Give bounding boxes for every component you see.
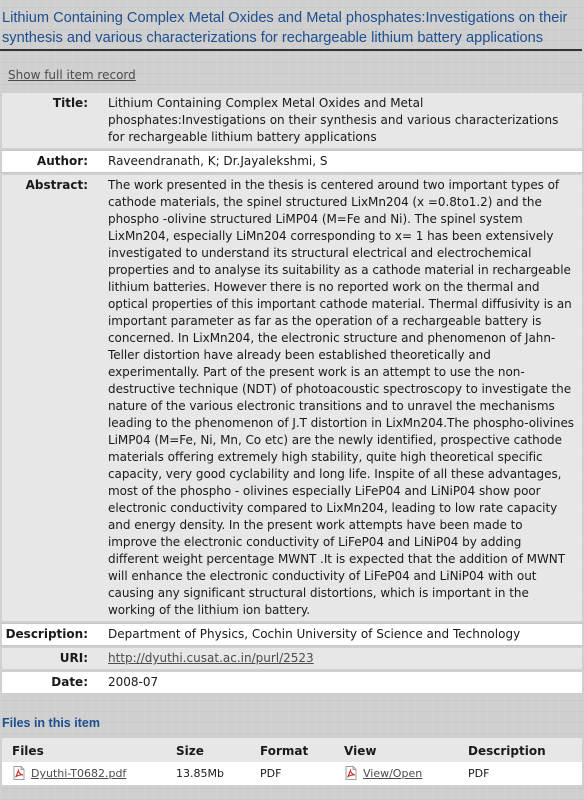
- files-col-size: Size: [166, 738, 250, 762]
- file-size: 13.85Mb: [166, 762, 250, 785]
- files-col-description: Description: [458, 738, 582, 762]
- metadata-row-uri: [2, 648, 582, 669]
- metadata-row-author: [2, 151, 582, 172]
- view-cell: [334, 762, 458, 785]
- files-col-view: View: [334, 738, 458, 762]
- files-col-files: Files: [2, 738, 166, 762]
- title-label: Title:: [2, 93, 108, 148]
- title-divider: [0, 49, 582, 51]
- pdf-icon[interactable]: [12, 766, 26, 780]
- file-cell: [2, 762, 166, 785]
- metadata-row-description: [2, 624, 582, 645]
- files-col-format: Format: [250, 738, 334, 762]
- metadata-row-date: [2, 672, 582, 693]
- files-heading: Files in this item: [2, 716, 100, 730]
- uri-label: URI:: [2, 648, 108, 669]
- uri-link[interactable]: http://dyuthi.cusat.ac.in/purl/2523: [108, 651, 314, 665]
- title-value: Lithium Containing Complex Metal Oxides and Metal phosphates:Investigations on their synthesis and various characterizations for rechargeable lithium battery applications: [108, 93, 582, 148]
- description-value: Department of Physics, Cochin University of Science and Technology: [108, 624, 582, 645]
- description-label: Description:: [2, 624, 108, 645]
- page-title: Lithium Containing Complex Metal Oxides and Metal phosphates:Investigations on their synthesis and various characterizations for rechargeable lithium battery applications: [2, 10, 568, 46]
- show-full-record-link[interactable]: Show full item record: [8, 68, 136, 82]
- author-label: Author:: [2, 151, 108, 172]
- file-name-link[interactable]: Dyuthi-T0682.pdf: [31, 767, 127, 780]
- pdf-icon[interactable]: [344, 766, 358, 780]
- date-value: 2008-07: [108, 672, 582, 693]
- files-header-row: [2, 738, 582, 762]
- files-table: [2, 738, 582, 785]
- metadata-row-abstract: [2, 175, 582, 621]
- file-description: PDF: [458, 762, 582, 785]
- date-label: Date:: [2, 672, 108, 693]
- uri-cell: [108, 648, 582, 669]
- abstract-value: The work presented in the thesis is centered around two important types of cathode materials, the spinel structured LixMn204 (x =0.8to1.2) and the phospho -olivine structured LiMP04 (M=Fe and Ni). The spinel system LixMn204, especially LiMn204 corresponding to x= 1 has been extensively investigated to understand its structural electrical and electrochemical properties and to analyse its suitability as a cathode material in rechargeable lithium batteries. However there is no reported work on the thermal and optical properties of this important cathode material. Thermal diffusivity is an important parameter as far as the operation of a rechargeable battery is concerned. In LixMn204, the electronic structure and phenomenon of Jahn-Teller distortion have already been established theoretically and experimentally. Part of the present work is an attempt to use the non-destructive technique (NDT) of photoacoustic spectroscopy to investigate the nature of the various electronic transitions and to unravel the mechanisms leading to the phenomenon of J.T distortion in LixMn204.The phospho-olivines LiMP04 (M=Fe, Ni, Mn, Co etc) are the newly identified, prospective cathode materials offering extremely high stability, quite high theoretical specific capacity, very good cyclability and long life. Inspite of all these advantages, most of the phospho - olivines especially LiFeP04 and LiNiP04 show poor electronic conductivity compared to LixMn204, leading to low rate capacity and energy density. In the present work attempts have been made to improve the electronic conductivity of LiFeP04 and LiNiP04 by adding different weight percentage MWNT .It is expected that the addition of MWNT will enhance the electronic conductivity of LiFeP04 and LiNiP04 with out causing any significant structural distortions, which is important in the working of the lithium ion battery.: [108, 175, 582, 621]
- abstract-label: Abstract:: [2, 175, 108, 621]
- metadata-row-title: [2, 93, 582, 148]
- author-value: Raveendranath, K; Dr.Jayalekshmi, S: [108, 151, 582, 172]
- table-row: [2, 762, 582, 785]
- view-open-link[interactable]: View/Open: [363, 767, 423, 780]
- metadata-table: [2, 90, 582, 696]
- file-format: PDF: [250, 762, 334, 785]
